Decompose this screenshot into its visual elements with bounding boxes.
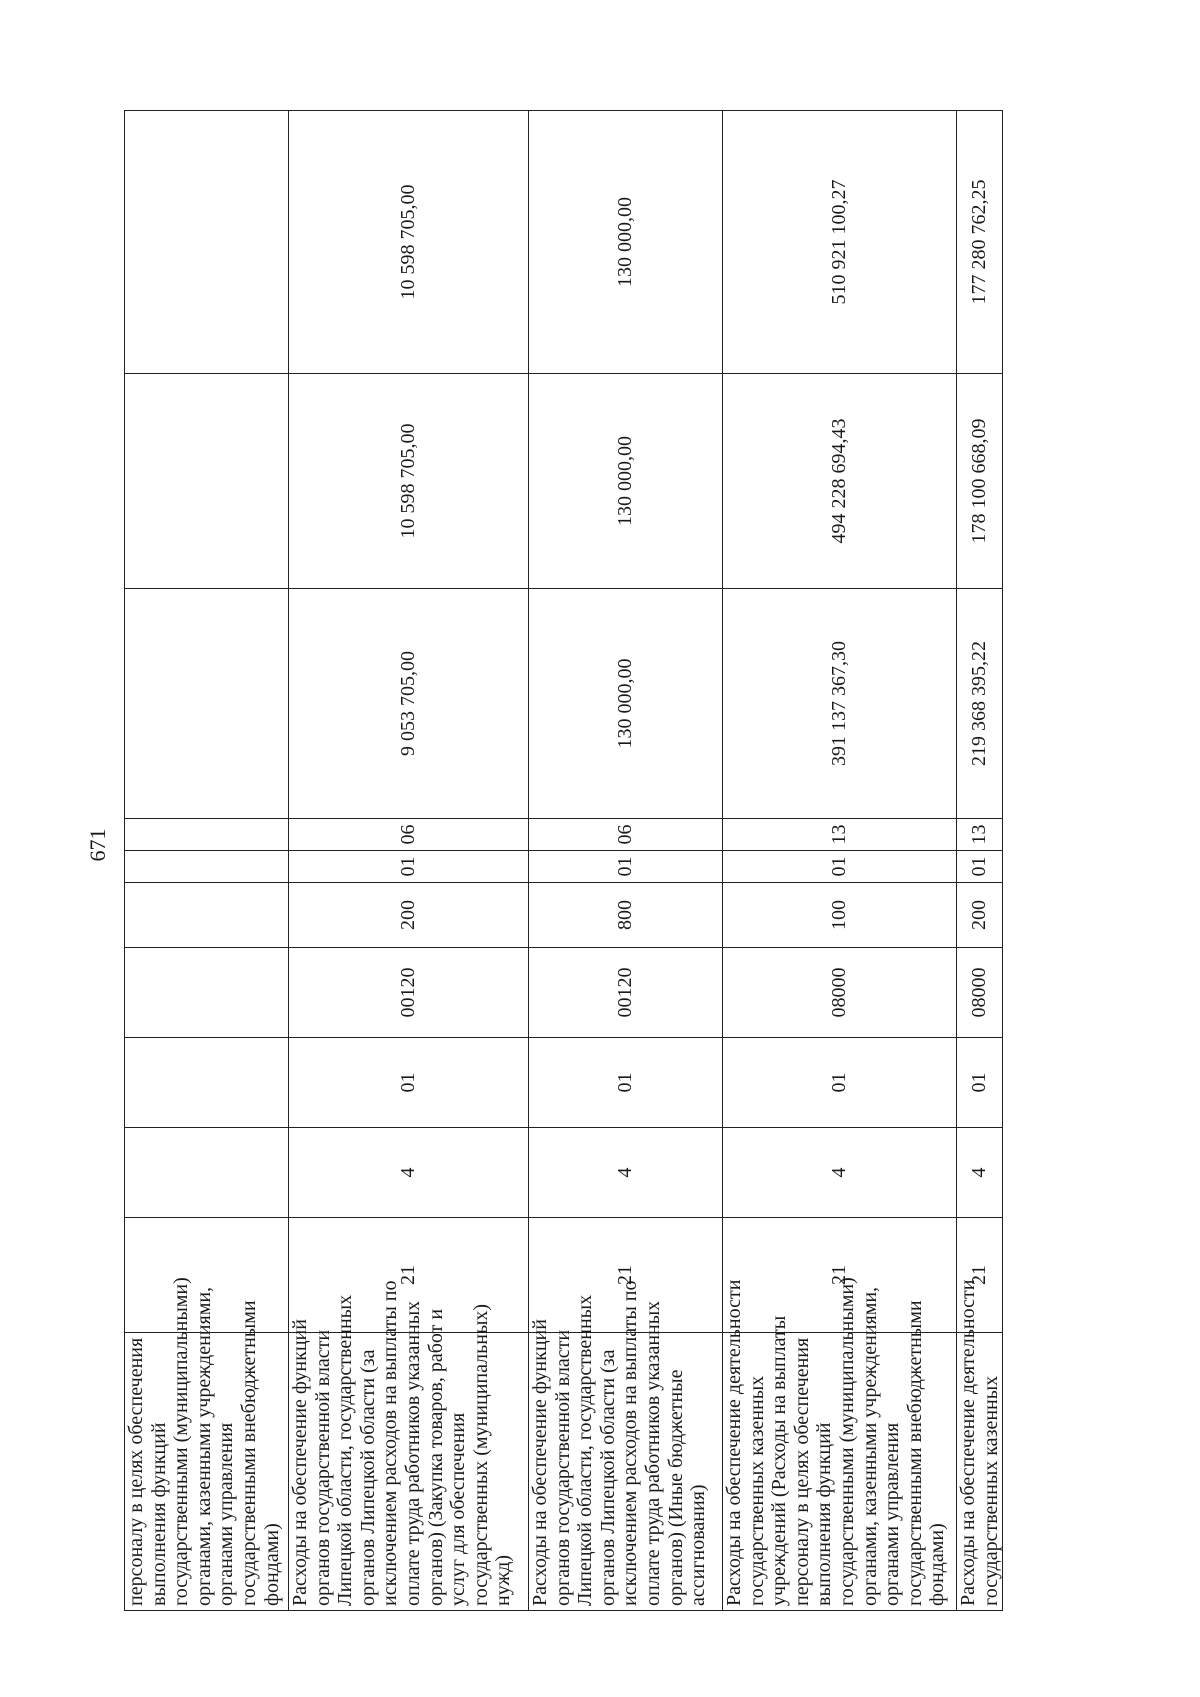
description-line: государственными внебюджетными [237,1300,260,1606]
description-line: органов Липецкой области (за [596,1349,619,1606]
description-line: государственных казенных [979,1375,1002,1606]
description-line: государственными внебюджетными [903,1300,926,1606]
amount-year-3: 510 921 100,27 [723,111,957,374]
page-number: 671 [85,828,110,862]
description-line: Расходы на обеспечение функций [289,1319,311,1606]
group-code: 01 [723,1038,957,1128]
description-line: государственных казенных [745,1375,768,1606]
description-line: органами, казенными учреждениями, [858,1286,881,1606]
section-code-2 [125,851,289,883]
description-line: персоналу в целях обеспечения [125,1337,147,1606]
group-code: 01 [289,1038,529,1128]
description-line: государственных (муниципальных) [469,1303,492,1606]
description-line: органов государственной власти [311,1329,334,1606]
expense-description [957,1279,1003,1611]
subsection-code: 4 [957,1128,1003,1218]
description-line: Расходы на обеспечение деятельности [957,1279,979,1606]
amount-year-2 [125,374,289,589]
amount-year-3: 177 280 762,25 [957,111,1003,374]
description-line: ассигнования) [687,1484,710,1606]
description-line: услуг для обеспечения [447,1412,470,1606]
section-code: 21 [723,1218,957,1333]
description-line: выполнения функций [813,1422,836,1606]
amount-year-2: 10 598 705,00 [289,374,529,589]
group-code [125,1038,289,1128]
subsection-code-2: 06 [289,819,529,851]
description-line: исключением расходов на выплаты по [619,1280,642,1606]
table-row [957,111,1003,1611]
subsection-code: 4 [723,1128,957,1218]
subsection-code-2: 13 [957,819,1003,851]
description-line: фондами) [260,1523,283,1606]
target-article-code: 00120 [289,948,529,1038]
group-code: 01 [957,1038,1003,1128]
budget-table [124,110,1003,1611]
section-code-2: 01 [529,851,723,883]
section-code-2: 01 [957,851,1003,883]
amount-year-3: 130 000,00 [529,111,723,374]
expense-description [125,1277,289,1611]
subsection-code: 4 [529,1128,723,1218]
description-line: Расходы на обеспечение функций [529,1319,551,1606]
description-line: государственными (муниципальными) [170,1277,193,1606]
expense-type-code [125,883,289,948]
description-line: Расходы на обеспечение деятельности [723,1279,745,1606]
subsection-code: 4 [289,1128,529,1218]
expense-description [289,1280,529,1611]
amount-year-1: 391 137 367,30 [723,589,957,819]
amount-year-1 [125,589,289,819]
description-line: Липецкой области, государственных [334,1294,357,1606]
description-line: государственными (муниципальными) [835,1277,858,1606]
rotated-page-content [124,111,1064,1611]
target-article-code: 08000 [723,948,957,1038]
group-code: 01 [529,1038,723,1128]
subsection-code-2: 06 [529,819,723,851]
table-row [723,111,957,1611]
description-line: нужд) [492,1554,515,1606]
table-row [529,111,723,1611]
subsection-code-2 [125,819,289,851]
amount-year-1: 130 000,00 [529,589,723,819]
description-line: оплате труда работников указанных [401,1300,424,1606]
description-line: органами управления [215,1422,238,1606]
description-line: органами управления [881,1422,904,1606]
expense-type-code: 200 [289,883,529,948]
amount-year-3: 10 598 705,00 [289,111,529,374]
description-line: оплате труда работников указанных [641,1300,664,1606]
subsection-code [125,1128,289,1218]
description-line: фондами) [926,1523,949,1606]
description-line: органов) (Закупка товаров, работ и [424,1308,447,1606]
section-code: 21 [289,1218,529,1333]
description-line: органов государственной власти [551,1329,574,1606]
amount-year-2: 178 100 668,09 [957,374,1003,589]
description-line: органов Липецкой области (за [356,1349,379,1606]
target-article-code: 08000 [957,948,1003,1038]
target-article-code [125,948,289,1038]
description-line: учреждений (Расходы на выплаты [768,1315,791,1606]
amount-year-1: 9 053 705,00 [289,589,529,819]
amount-year-3 [125,111,289,374]
amount-year-1: 219 368 395,22 [957,589,1003,819]
description-line: выполнения функций [147,1422,170,1606]
description-line: персоналу в целях обеспечения [790,1337,813,1606]
expense-type-code: 200 [957,883,1003,948]
expense-type-code: 800 [529,883,723,948]
expense-type-code: 100 [723,883,957,948]
subsection-code-2: 13 [723,819,957,851]
section-code-2: 01 [289,851,529,883]
expense-description [723,1277,957,1611]
table-row [289,111,529,1611]
section-code: 21 [529,1218,723,1333]
description-line: Липецкой области, государственных [574,1294,597,1606]
expense-description [529,1280,723,1611]
amount-year-2: 130 000,00 [529,374,723,589]
description-line: исключением расходов на выплаты по [379,1280,402,1606]
section-code-2: 01 [723,851,957,883]
description-line: органами, казенными учреждениями, [192,1286,215,1606]
description-line: органов) (Иные бюджетные [664,1369,687,1606]
amount-year-2: 494 228 694,43 [723,374,957,589]
target-article-code: 00120 [529,948,723,1038]
section-code: 21 [957,1218,1003,1333]
table-row [125,111,289,1611]
